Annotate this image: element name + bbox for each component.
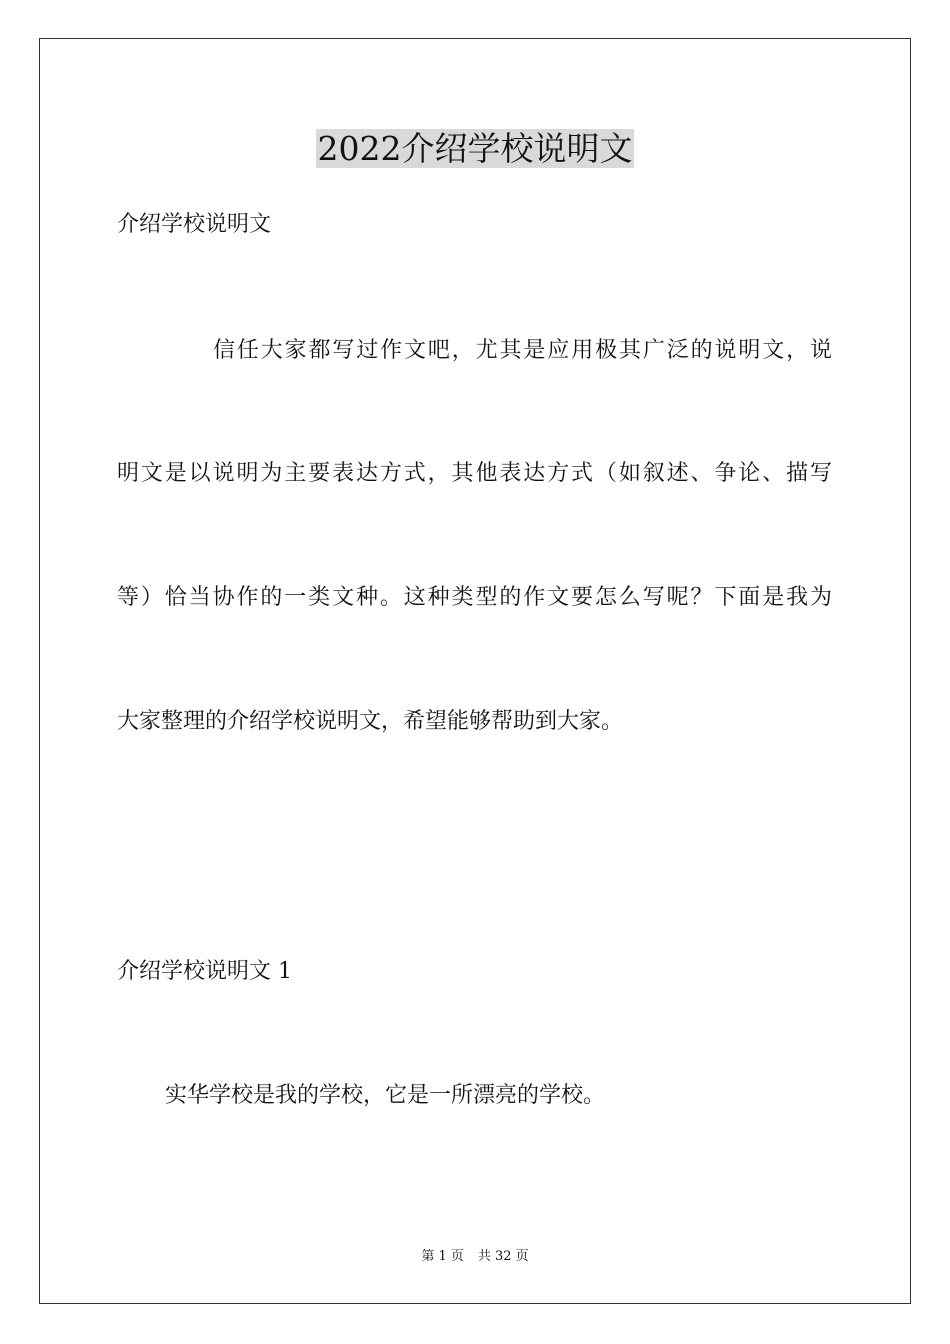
page-total: 共 32 页 (477, 1249, 529, 1264)
page-number: 第 1 页 (421, 1249, 464, 1264)
page-footer (0, 1248, 950, 1266)
intro-paragraph-line-4: 大家整理的介绍学校说明文，希望能够帮助到大家。 (117, 709, 624, 734)
document-title (0, 127, 950, 171)
intro-paragraph-line-2: 明文是以说明为主要表达方式，其他表达方式（如叙述、争论、描写 (117, 461, 832, 486)
intro-paragraph-line-1: 信任大家都写过作文吧，尤其是应用极其广泛的说明文，说 (213, 338, 832, 363)
document-subtitle: 介绍学校说明文 (117, 212, 272, 237)
section-heading: 介绍学校说明文 1 (117, 959, 292, 984)
document-title-text: 2022介绍学校说明文 (317, 129, 633, 168)
intro-paragraph-line-3: 等）恰当协作的一类文种。这种类型的作文要怎么写呢？下面是我为 (117, 585, 832, 610)
section-paragraph-line-1: 实华学校是我的学校，它是一所漂亮的学校。 (165, 1083, 606, 1108)
